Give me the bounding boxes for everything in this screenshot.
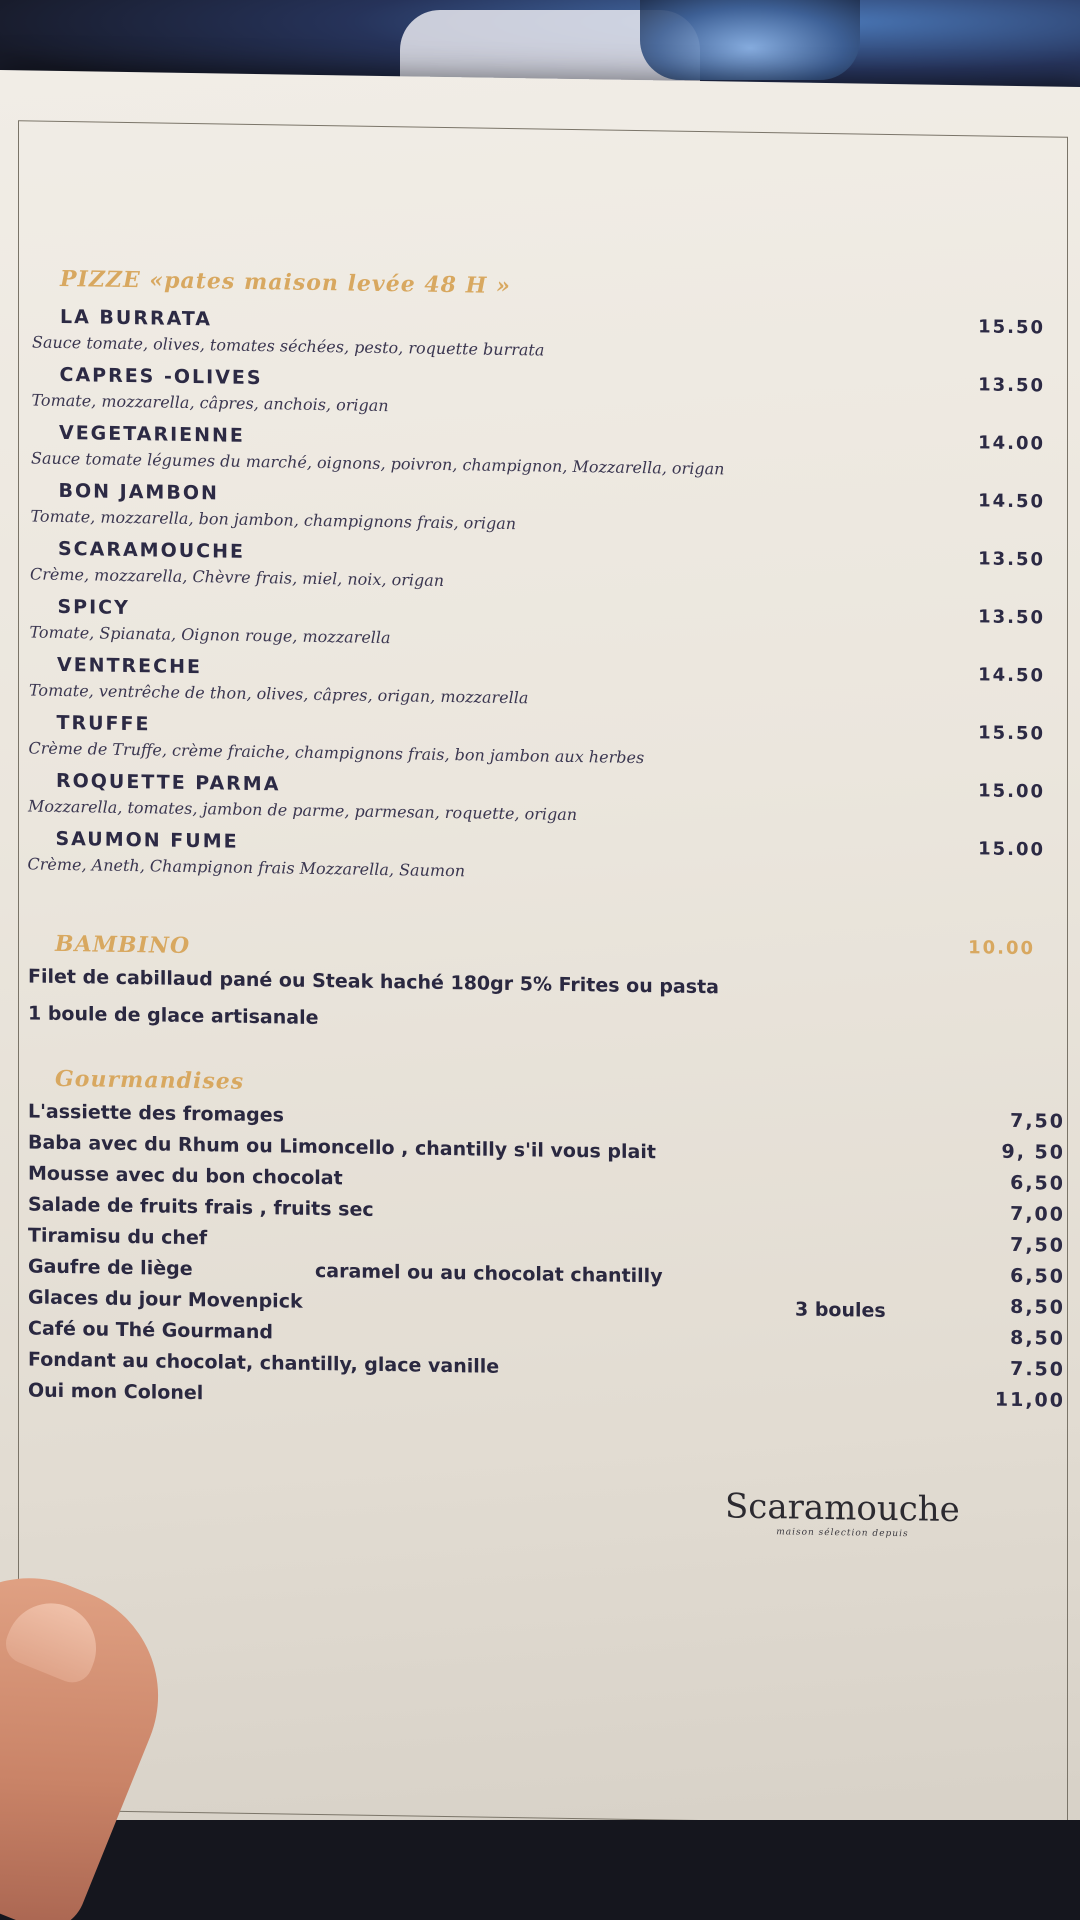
pizza-item-description: Tomate, ventrêche de thon, olives, câpres, origan, mozzarella [29, 680, 529, 708]
gourmandise-item-name: Mousse avec du bon chocolat [28, 1162, 343, 1190]
scaramouche-logo [725, 1486, 960, 1540]
pizza-item-description: Tomate, mozzarella, bon jambon, champignons frais, origan [30, 506, 517, 534]
bambino-price: 10.00 [968, 937, 1035, 960]
pizza-item-price: 14.50 [978, 490, 1045, 513]
gourmandise-item-name: Fondant au chocolat, chantilly, glace vanille [28, 1348, 500, 1378]
section-title-gourmandises: Gourmandises [55, 1065, 245, 1095]
pizza-item-description: Sauce tomate, olives, tomates séchées, pesto, roquette burrata [32, 332, 545, 360]
gourmandise-item-price: 7,50 [1010, 1233, 1065, 1257]
pizza-item-name: VENTRECHE [57, 653, 202, 679]
gourmandise-item-price: 8,50 [1010, 1326, 1065, 1350]
pizza-item-name: VEGETARIENNE [59, 421, 245, 447]
gourmandise-item-name: L'assiette des fromages [28, 1100, 284, 1127]
pizza-item-name: TRUFFE [56, 711, 151, 736]
water-glass [640, 0, 860, 80]
gourmandise-item-price: 11,00 [994, 1388, 1065, 1412]
pizza-item-price: 14.00 [978, 432, 1045, 455]
menu-page [0, 70, 1080, 1877]
pizza-item-name: BON JAMBON [58, 479, 219, 505]
pizza-item-description: Crème, mozzarella, Chèvre frais, miel, noix, origan [30, 564, 445, 590]
gourmandise-item-name: Tiramisu du chef [28, 1224, 208, 1250]
pizza-item-price: 15.50 [978, 722, 1045, 745]
pizza-item-name: SAUMON FUME [55, 827, 239, 853]
pizza-item-name: SCARAMOUCHE [58, 537, 245, 563]
pizza-item-price: 15.50 [978, 316, 1045, 339]
pizza-item-price: 13.50 [978, 548, 1045, 571]
logo-name: Scaramouche [725, 1486, 960, 1531]
pizza-item-name: SPICY [57, 595, 130, 620]
pizza-item-price: 14.50 [978, 664, 1045, 687]
gourmandise-item-extra: caramel ou au chocolat chantilly [315, 1259, 663, 1288]
pizza-item-description: Tomate, Spianata, Oignon rouge, mozzarella [29, 622, 391, 648]
pizza-item-description: Crème de Truffe, crème fraiche, champignons frais, bon jambon aux herbes [28, 738, 645, 768]
gourmandise-item-price: 7,50 [1010, 1109, 1065, 1133]
table-bottom [0, 1820, 1080, 1920]
finger-nail [0, 1590, 110, 1689]
gourmandise-item-price: 8,50 [1010, 1295, 1065, 1319]
section-title-pizze: PIZZE «pates maison levée 48 H » [60, 265, 511, 300]
gourmandise-item-price: 6,50 [1010, 1264, 1065, 1288]
pizza-item-description: Mozzarella, tomates, jambon de parme, parmesan, roquette, origan [28, 796, 578, 825]
gourmandise-item-price: 9, 50 [1001, 1140, 1065, 1164]
gourmandise-item-name: Salade de fruits frais , fruits sec [28, 1193, 374, 1221]
pizza-item-price: 15.00 [978, 780, 1045, 803]
gourmandise-item-price: 7.50 [1010, 1357, 1065, 1381]
pizza-item-name: ROQUETTE PARMA [56, 769, 281, 796]
menu-content [0, 70, 1080, 1877]
pizza-item-description: Tomate, mozzarella, câpres, anchois, origan [31, 390, 389, 416]
gourmandise-item-extra: 3 boules [795, 1298, 886, 1322]
pizza-item-name: LA BURRATA [60, 305, 213, 331]
gourmandise-item-price: 6,50 [1010, 1171, 1065, 1195]
bambino-line-1: Filet de cabillaud pané ou Steak haché 180gr 5% Frites ou pasta [28, 965, 719, 999]
pizza-item-description: Sauce tomate légumes du marché, oignons, poivron, champignon, Mozzarella, origan [31, 448, 725, 479]
bambino-line-2: 1 boule de glace artisanale [28, 1002, 319, 1030]
gourmandise-item-name: Oui mon Colonel [28, 1379, 204, 1405]
gourmandise-item-name: Glaces du jour Movenpick [28, 1286, 303, 1313]
gourmandise-item-name: Café ou Thé Gourmand [28, 1317, 274, 1344]
pizza-item-name: CAPRES -OLIVES [59, 363, 263, 390]
section-title-bambino: BAMBINO [55, 930, 191, 959]
pizza-item-price: 13.50 [978, 374, 1045, 397]
gourmandise-item-name: Baba avec du Rhum ou Limoncello , chantilly s'il vous plait [28, 1131, 656, 1164]
pizza-item-price: 13.50 [978, 606, 1045, 629]
gourmandise-item-price: 7,00 [1010, 1202, 1065, 1226]
gourmandise-item-name: Gaufre de liège [28, 1255, 193, 1281]
pizza-item-description: Crème, Aneth, Champignon frais Mozzarella, Saumon [27, 854, 466, 881]
pizza-item-price: 15.00 [978, 838, 1045, 861]
logo-tagline: maison sélection depuis [776, 1527, 909, 1540]
